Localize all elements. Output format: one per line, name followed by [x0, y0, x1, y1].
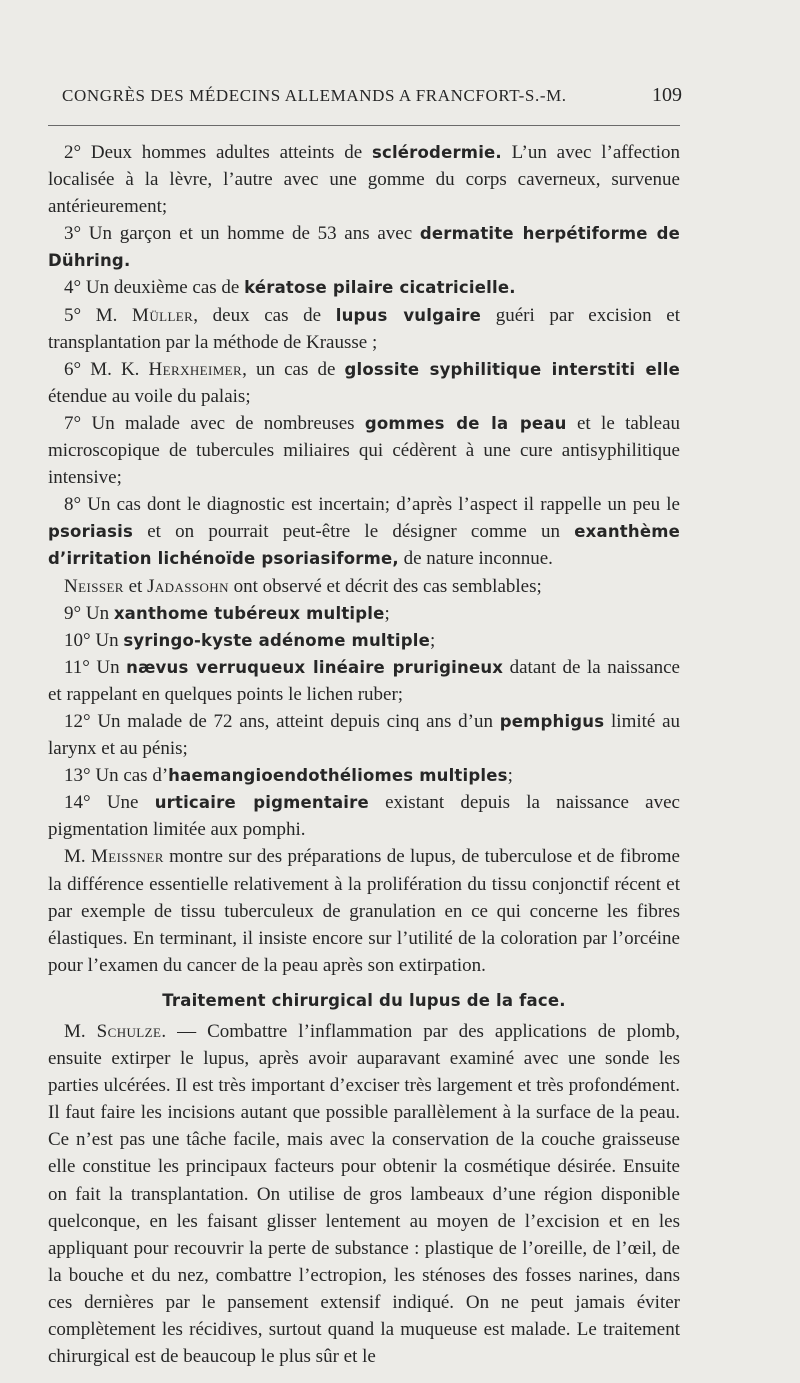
paragraph: [48, 762, 680, 789]
bold-term: haemangioendothéliomes multiples: [168, 766, 508, 786]
paragraph: [48, 1018, 680, 1370]
bold-term: glossite syphilitique interstiti elle: [344, 359, 680, 379]
running-header: [62, 84, 682, 107]
paragraph: [48, 789, 680, 843]
text-run: ;: [507, 765, 513, 787]
paragraph: [48, 139, 680, 220]
text-run: 3° Un garçon et un homme de 53 ans avec: [64, 223, 420, 245]
author-name: Meissner: [90, 846, 164, 868]
bold-term: lupus vulgaire: [335, 305, 482, 325]
paragraph: [48, 654, 680, 708]
paragraph: [48, 600, 680, 627]
text-run: 5° M.: [64, 304, 133, 326]
text-run: montre sur des préparations de lupus, de tuberculose et de fibrome la différence essentielle relativement à la prolifération du tissu conjonctif récent et par exemple de tissu tuberculeux de granulation en ce qui concerne les fibres élastiques. En terminant, il insiste encore sur l’utilité de la coloration par l’orcéine pour l’examen du cancer de la peau après son extirpation.: [48, 846, 680, 976]
text-run: étendue au voile du palais;: [48, 385, 251, 407]
text-run: 6° M. K.: [64, 358, 149, 380]
text-run: ;: [429, 629, 436, 651]
bold-term: gommes de la peau: [364, 413, 567, 433]
header-rule: [48, 125, 680, 126]
bold-term: psoriasis: [48, 522, 133, 542]
text-run: 8° Un cas dont le diagnostic est incertain; d’après l’aspect il rappelle un peu le: [64, 494, 680, 516]
section-title: Traitement chirurgical du lupus de la face.: [162, 990, 566, 1010]
bold-term: dermatite herpétiforme de Dühring.: [48, 224, 681, 271]
author-name: Jadassohn: [147, 575, 229, 597]
bold-term: kératose pilaire cicatricielle.: [244, 278, 516, 298]
paragraph: [48, 220, 680, 274]
paragraph: [48, 627, 680, 654]
text-run: guéri par excision et transplantation par la méthode de Krausse ;: [48, 304, 680, 353]
text-run: et le tableau microscopique de tubercules miliaires qui cédèrent à une cure antisyphilitique intensive;: [48, 412, 680, 489]
text-run: ont observé et décrit des cas semblables;: [228, 575, 542, 597]
text-run: et: [123, 575, 148, 597]
text-run: 4° Un deuxième cas de: [64, 277, 245, 299]
author-name: Neisser: [64, 575, 124, 597]
section-text: [48, 1018, 680, 1370]
text-run: L’un avec l’affection localisée à la lèvre, l’autre avec une gomme du corps caverneux, survenue antérieurement;: [48, 142, 681, 218]
text-run: ;: [384, 602, 390, 624]
text-run: 12° Un malade de 72 ans, atteint depuis cinq ans d’un: [64, 710, 500, 732]
text-run: 10° Un: [64, 629, 124, 651]
text-run: . — Combattre l’inflammation par des applications de plomb, ensuite extirper le lupus, après avoir auparavant examiné avec une sonde les parties ulcérées. Il est très important d’exciser très largement et très profondément. Il faut faire les incisions autant que possible parallèlement à la surface de la peau. Ce n’est pas une tâche facile, mais avec la conservation de la couche graisseuse elle constitue les principaux facteurs pour obtenir la cosmétique désirée. Ensuite on fait la transplantation. On utilise de gros lambeaux d’une région disponible quelconque, en les faisant glisser lentement au moyen de l’excision et en les appliquant pour recouvrir la perte de substance : plastique de l’oreille, de l’œil, de la bouche et du nez, combattre l’ectropion, les sténoses des fosses narines, dans ces dernières par le pansement extensif indiqué. On ne peut jamais éviter complètement les récidives, surtout quand la muqueuse est malade. Le traitement chirurgical est de beaucoup le plus sûr et le: [48, 1021, 680, 1368]
paragraph: [48, 843, 680, 978]
bold-term: exanthème d’irritation lichénoïde psoriasiforme,: [48, 522, 680, 569]
paragraph: [48, 302, 680, 356]
running-title: CONGRÈS DES MÉDECINS ALLEMANDS A FRANCFORT-S.-M.: [62, 86, 567, 105]
author-name: Müller: [132, 304, 194, 326]
bold-term: pemphigus: [499, 711, 605, 731]
text-run: 11° Un: [64, 656, 127, 678]
page-body: [48, 139, 680, 1370]
text-run: 9° Un: [64, 602, 114, 624]
paragraph: [48, 274, 680, 301]
text-run: 7° Un malade avec de nombreuses: [64, 412, 365, 434]
text-run: , un cas de: [242, 358, 345, 380]
author-name: Schulze: [96, 1021, 162, 1042]
author-name: Herxheimer: [148, 358, 243, 380]
text-run: 2° Deux hommes adultes atteints de: [64, 142, 372, 163]
bold-term: urticaire pigmentaire: [154, 793, 369, 813]
text-run: existant depuis la naissance avec pigmentation limitée aux pomphi.: [48, 792, 680, 841]
page-number: 109: [652, 84, 682, 106]
text-run: de nature inconnue.: [398, 548, 553, 570]
paragraph: [48, 573, 680, 600]
bold-term: xanthome tubéreux multiple: [113, 603, 385, 623]
text-run: M.: [64, 846, 91, 868]
paragraph: [48, 708, 680, 762]
text-run: 13° Un cas d’: [64, 765, 169, 787]
text-run: 14° Une: [64, 792, 155, 814]
text-run: datant de la naissance et rappelant en quelques points le lichen ruber;: [48, 656, 680, 705]
text-run: M.: [64, 1021, 97, 1042]
text-run: , deux cas de: [193, 304, 336, 326]
paragraph: [48, 356, 680, 410]
paragraph: [48, 410, 680, 491]
text-run: et on pourrait peut-être le désigner comme un: [133, 521, 575, 543]
bold-term: nævus verruqueux linéaire prurigineux: [126, 657, 504, 677]
case-list: [48, 139, 680, 979]
paragraph: [48, 491, 680, 572]
bold-term: syringo-kyste adénome multiple: [123, 630, 430, 650]
bold-term: sclérodermie.: [371, 143, 502, 162]
text-run: limité au larynx et au pénis;: [48, 710, 681, 760]
